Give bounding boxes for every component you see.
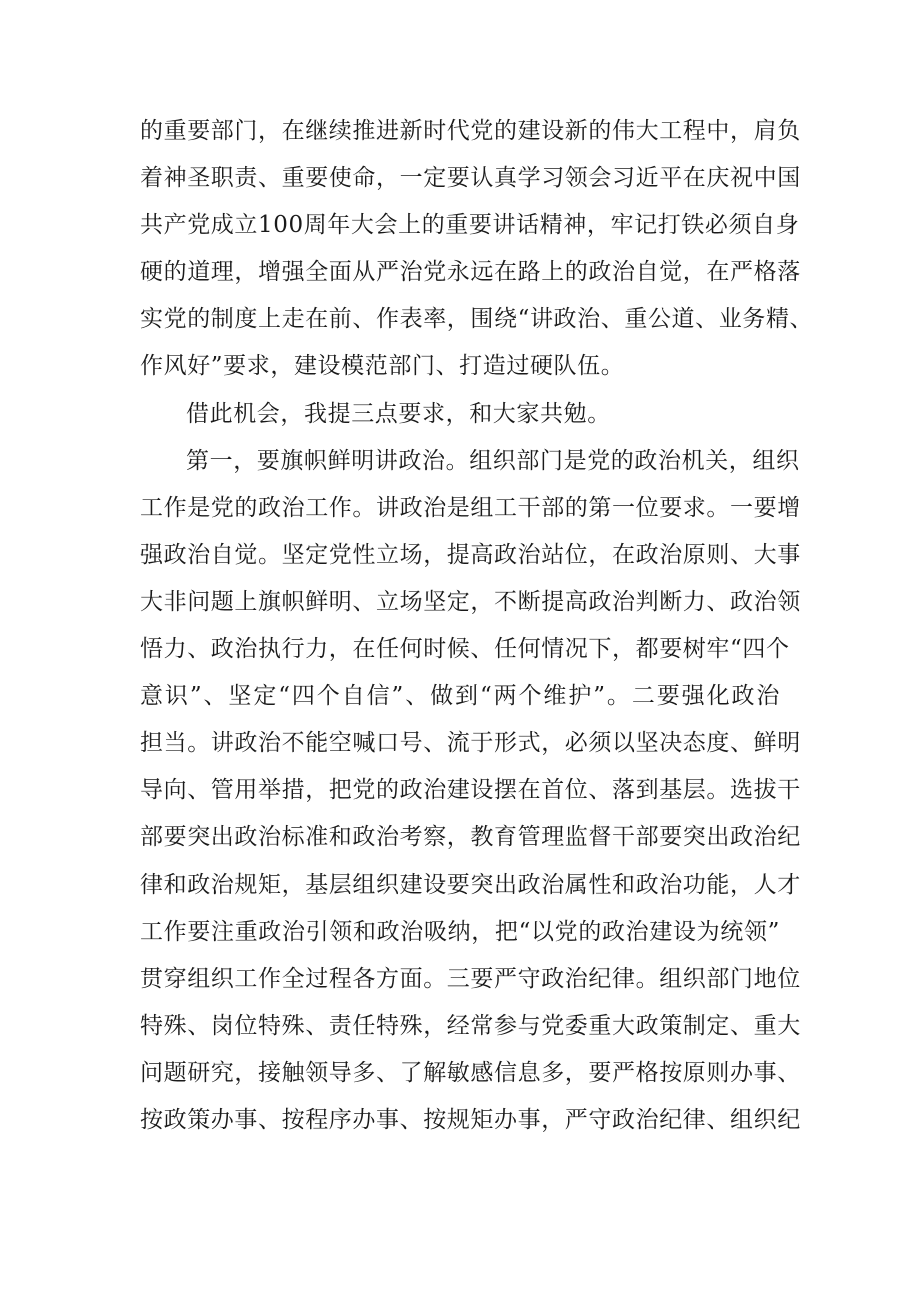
- text-line: 工作是党的政治工作。讲政治是组工干部的第一位要求。一要增: [140, 494, 801, 521]
- text-line: 大非问题上旗帜鲜明、立场坚定，不断提高政治判断力、政治领: [140, 588, 801, 615]
- text-line: 强政治自觉。坚定党性立场，提高政治站位，在政治原则、大事: [140, 541, 801, 568]
- text-line: 借此机会，我提三点要求，和大家共勉。: [186, 400, 611, 427]
- text-line: 律和政治规矩，基层组织建设要突出政治属性和政治功能，人才: [140, 871, 801, 898]
- text-line: 按政策办事、按程序办事、按规矩办事，严守政治纪律、组织纪: [140, 1106, 801, 1133]
- paragraph: [140, 108, 814, 391]
- text-line: 问题研究，接触领导多、了解敏感信息多，要严格按原则办事、: [140, 1059, 801, 1086]
- paragraph: [140, 391, 780, 438]
- text-line: 特殊、岗位特殊、责任特殊，经常参与党委重大政策制定、重大: [140, 1012, 801, 1039]
- text-line: 共产党成立100周年大会上的重要讲话精神，牢记打铁必须自身: [140, 212, 800, 239]
- text-line: 实党的制度上走在前、作表率，围绕“讲政治、重公道、业务精、: [140, 306, 814, 333]
- document-body: [140, 108, 814, 1144]
- text-line: 意识”、坚定“四个自信”、做到“两个维护”。二要强化政治: [140, 683, 780, 710]
- text-line: 担当。讲政治不能空喊口号、流于形式，必须以坚决态度、鲜明: [140, 730, 801, 757]
- text-line: 贯穿组织工作全过程各方面。三要严守政治纪律。组织部门地位: [140, 965, 801, 992]
- text-line: 的重要部门，在继续推进新时代党的建设新的伟大工程中，肩负: [140, 118, 801, 144]
- text-line: 作风好”要求，建设模范部门、打造过硬队伍。: [140, 353, 625, 380]
- text-line: 硬的道理，增强全面从严治党永远在路上的政治自觉，在严格落: [140, 259, 801, 286]
- text-line: 悟力、政治执行力，在任何时候、任何情况下，都要树牢“四个: [140, 636, 790, 663]
- text-line: 工作要注重政治引领和政治吸纳，把“以党的政治建设为统领”: [140, 918, 780, 945]
- text-line: 着神圣职责、重要使命，一定要认真学习领会习近平在庆祝中国: [140, 165, 801, 192]
- text-line: 部要突出政治标准和政治考察，教育管理监督干部要突出政治纪: [140, 824, 801, 851]
- text-line: 第一，要旗帜鲜明讲政治。组织部门是党的政治机关，组织: [186, 447, 800, 474]
- text-line: 导向、管用举措，把党的政治建设摆在首位、落到基层。选拔干: [140, 777, 801, 804]
- paragraph: [140, 438, 801, 1144]
